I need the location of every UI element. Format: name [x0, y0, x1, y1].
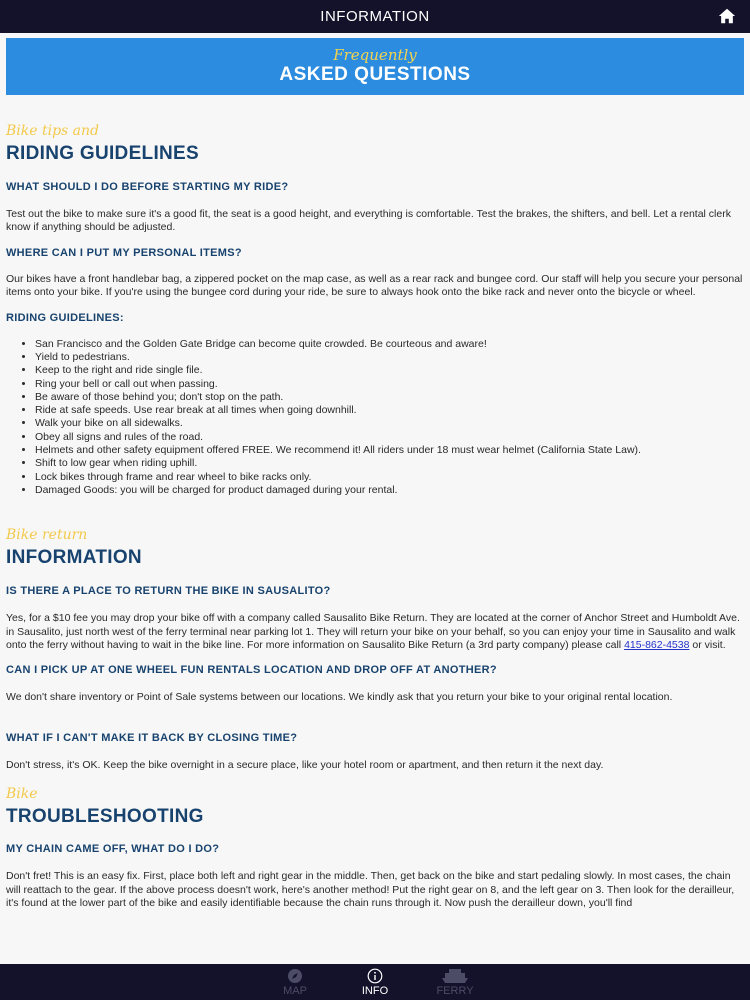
list-item: • Damaged Goods: you will be charged for product damaged during your rental. [35, 484, 744, 497]
info-icon [367, 968, 383, 984]
faq-answer: Don't fret! This is an easy fix. First, place both left and right gear in the middle. Then, get back on the bike and start pedaling slowly. In most cases, the chain will reattach to the gear. If the above process doesn't work, here's another method! Put the right gear on 8, and the left gear on 3. Then look for the derailleur, it's found at the lower part of the bike and easily identifiable because the chain runs through it. Now push the derailleur down, you'll find [6, 870, 735, 910]
banner-title: ASKED QUESTIONS [279, 64, 471, 85]
tab-bar [0, 964, 750, 1000]
faq-question: MY CHAIN CAME OFF, WHAT DO I DO? [6, 843, 220, 856]
faq-answer: We don't share inventory or Point of Sale systems between our locations. We kindly ask that you return your bike to your original rental location. [6, 691, 673, 704]
tab-label: MAP [283, 985, 307, 997]
phone-link[interactable]: 415-862-4538 [624, 639, 690, 651]
faq-question: RIDING GUIDELINES: [6, 311, 124, 324]
home-icon[interactable] [718, 7, 736, 25]
list-item: • Ride at safe speeds. Use rear break at all times when going downhill. [35, 404, 744, 417]
list-item: • Walk your bike on all sidewalks. [35, 417, 744, 430]
tab-map[interactable] [255, 968, 335, 1000]
faq-question: WHAT SHOULD I DO BEFORE STARTING MY RIDE? [6, 181, 289, 193]
section-script-return: Bike return [6, 527, 88, 544]
riding-rules-list [6, 338, 744, 498]
list-item: • Keep to the right and ride single file. [35, 364, 744, 377]
faq-answer: Don't stress, it's OK. Keep the bike overnight in a secure place, like your hotel room or apartment, and then return it the next day. [6, 758, 604, 771]
section-script-trouble: Bike [6, 786, 38, 803]
section-script-riding: Bike tips and [6, 123, 100, 139]
faq-question: IS THERE A PLACE TO RETURN THE BIKE IN SAUSALITO? [6, 585, 331, 598]
section-title-return: INFORMATION [6, 547, 142, 569]
list-item: • Shift to low gear when riding uphill. [35, 457, 744, 470]
banner-script: Frequently [333, 46, 417, 64]
section-title-trouble: TROUBLESHOOTING [6, 806, 204, 828]
list-item: • San Francisco and the Golden Gate Bridge can become quite crowded. Be courteous and aware! [35, 338, 744, 351]
faq-question: CAN I PICK UP AT ONE WHEEL FUN RENTALS LOCATION AND DROP OFF AT ANOTHER? [6, 664, 497, 677]
answer-text: or visit. [689, 639, 726, 651]
faq-content[interactable] [0, 33, 750, 964]
page-title: INFORMATION [320, 8, 430, 25]
list-item: • Helmets and other safety equipment offered FREE. We recommend it! All riders under 18 must wear helmet (California State Law). [35, 444, 744, 457]
compass-icon [287, 968, 303, 984]
list-item: • Be aware of those behind you; don't stop on the path. [35, 391, 744, 404]
list-item: • Yield to pedestrians. [35, 351, 744, 364]
faq-answer: Test out the bike to make sure it's a good fit, the seat is a good height, and everything is comfortable. Test the brakes, the shifters, and bell. Let a rental clerk know if anything should be adjusted. [6, 208, 731, 234]
ferry-icon [441, 968, 469, 984]
tab-label: FERRY [436, 985, 474, 997]
faq-banner [6, 38, 744, 95]
faq-question: WHERE CAN I PUT MY PERSONAL ITEMS? [6, 246, 242, 259]
answer-text: Yes, for a $10 fee you may drop your bike off with a company called Sausalito Bike Return. They are located at the corner of Anchor Street and Humboldt Ave. in Sausalito, just north west of the ferry terminal near parking lot 1. They will return your bike on your behalf, so you can enjoy your time in Sausalito and walk onto the ferry without having to wait in the bike line. For more information on Sausalito Bike Return (a 3rd party company) please call [6, 612, 740, 651]
list-item: • Lock bikes through frame and rear wheel to bike racks only. [35, 471, 744, 484]
tab-label: INFO [361, 985, 389, 997]
faq-answer: Our bikes have a front handlebar bag, a zippered pocket on the map case, as well as a rear rack and bungee cord. Our staff will help you secure your personal items onto your bike. If you're using the bungee cord during your ride, be sure to always hook onto the bike rack and never onto the bicycle or wheel. [6, 272, 743, 299]
tab-info[interactable] [335, 968, 415, 1000]
tab-ferry[interactable] [415, 968, 495, 1000]
faq-answer [6, 612, 744, 652]
section-title-riding: RIDING GUIDELINES [6, 143, 200, 164]
faq-question: WHAT IF I CAN'T MAKE IT BACK BY CLOSING TIME? [6, 731, 298, 744]
list-item: • Obey all signs and rules of the road. [35, 431, 744, 444]
list-item: • Ring your bell or call out when passing. [35, 378, 744, 391]
top-bar [0, 0, 750, 33]
